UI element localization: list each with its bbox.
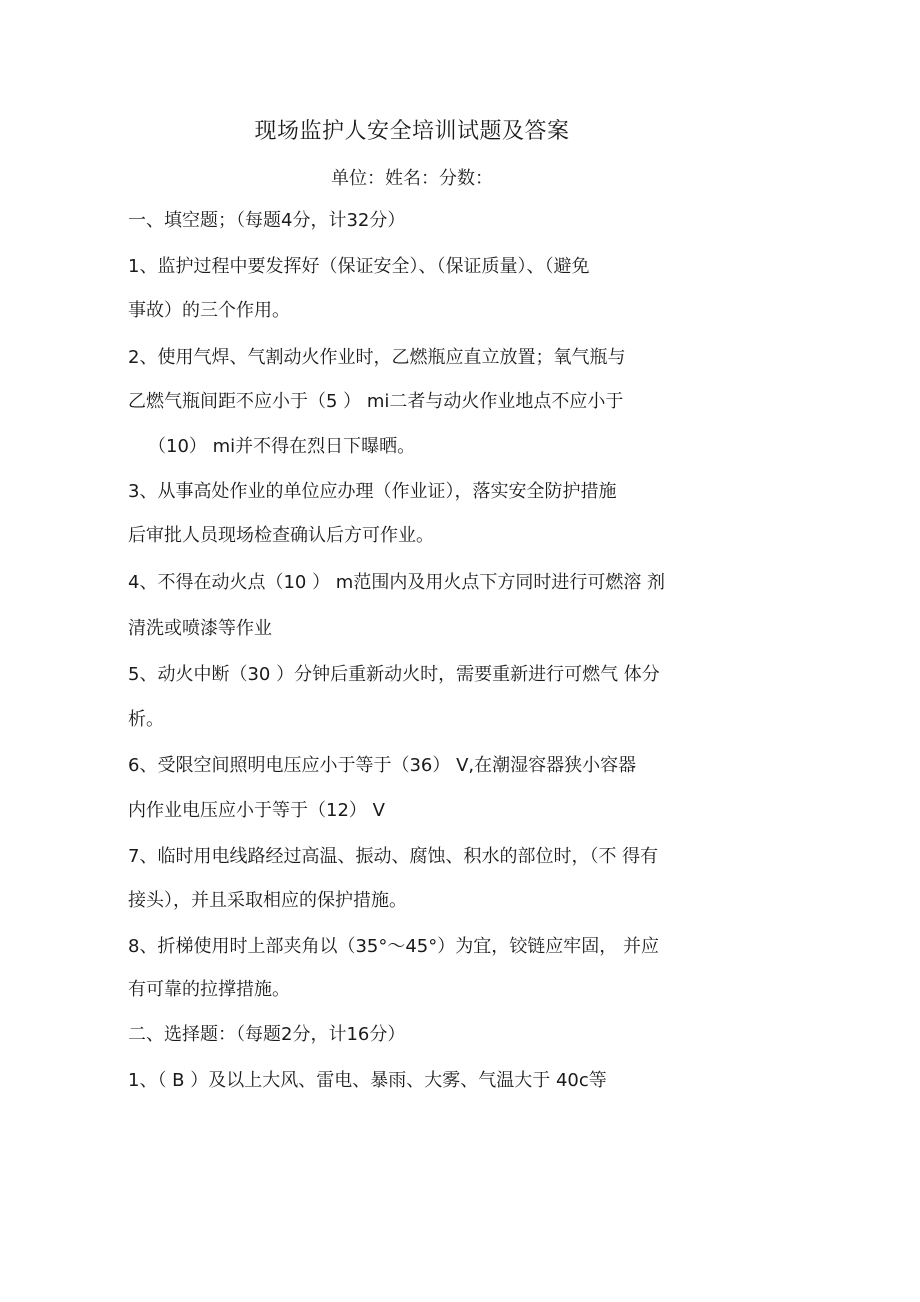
question-line: 6、受限空间照明电压应小于等于（36） V,在潮湿容器狭小容器 [128, 755, 637, 776]
section-heading-fill-blank: 一、填空题；（每题4分，计32分） [128, 210, 406, 231]
question-line: （10） mi并不得在烈日下曝晒。 [148, 436, 416, 457]
question-line: 接头），并且采取相应的保护措施。 [128, 890, 407, 911]
document-subtitle: 单位：姓名：分数： [331, 168, 493, 189]
question-line: 1、监护过程中要发挥好（保证安全）、（保证质量）、（避免 [128, 256, 590, 277]
document-title: 现场监护人安全培训试题及答案 [254, 119, 570, 144]
question-line: 2、使用气焊、气割动火作业时，乙燃瓶应直立放置；氧气瓶与 [128, 347, 626, 368]
question-line: 1、（ B ）及以上大风、雷电、暴雨、大雾、气温大于 40c等 [128, 1070, 607, 1091]
question-line: 清洗或喷漆等作业 [128, 618, 272, 639]
question-line: 4、不得在动火点（10 ） m范围内及用火点下方同时进行可燃溶 剂 [128, 572, 666, 593]
question-line: 事故）的三个作用。 [128, 300, 290, 321]
question-line: 乙燃气瓶间距不应小于（5 ） mi二者与动火作业地点不应小于 [128, 391, 624, 412]
question-line: 3、从事高处作业的单位应办理（作业证），落实安全防护措施 [128, 481, 617, 502]
question-line: 后审批人员现场检查确认后方可作业。 [128, 525, 434, 546]
question-line: 有可靠的拉撑措施。 [128, 979, 290, 1000]
question-line: 5、动火中断（30 ）分钟后重新动火时，需要重新进行可燃气 体分 [128, 664, 660, 685]
question-line: 7、临时用电线路经过高温、振动、腐蚀、积水的部位时，（不 得有 [128, 846, 659, 867]
section-heading-multiple-choice: 二、选择题：（每题2分，计16分） [128, 1024, 406, 1045]
question-line: 内作业电压应小于等于（12） V [128, 800, 385, 821]
question-line: 8、折梯使用时上部夹角以（35°～45°）为宜，铰链应牢固， 并应 [128, 936, 659, 957]
question-line: 析。 [128, 709, 164, 730]
